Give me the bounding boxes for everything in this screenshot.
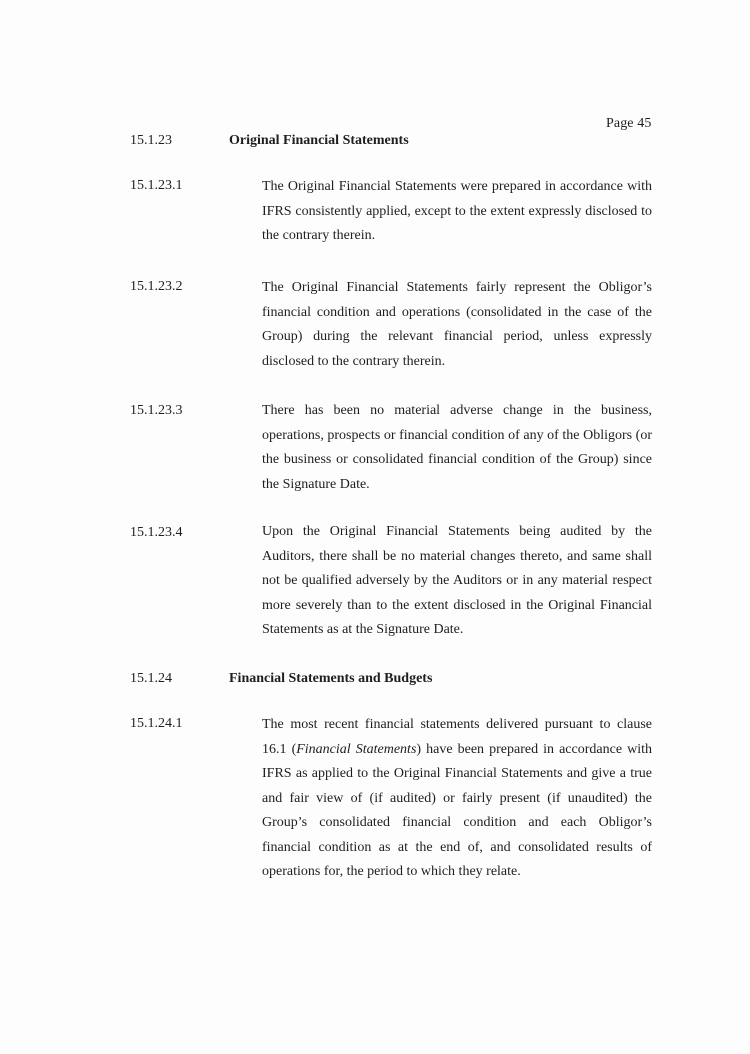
clause-text xyxy=(262,713,652,885)
clause-text-part: ) have been prepared in accordance with IFRS as applied to the Original Financial Statements and give a true and fair view of (if audited) or fairly present (if unaudited) the Group’s consolidated financial condition and each Obligor’s financial condition as at the end of, and consolidated results of operations for, the period to which they relate. xyxy=(262,741,652,879)
clause-text: The Original Financial Statements were prepared in accordance with IFRS consistently applied, except to the extent expressly disclosed to the contrary therein. xyxy=(262,179,652,243)
clause-text-part: The most recent financial statements delivered pursuant to clause 16.1 ( xyxy=(262,717,652,757)
clause-number: 15.1.23.3 xyxy=(130,403,183,418)
clause-number: 15.1.23.4 xyxy=(130,525,183,540)
clause-number: 15.1.23.2 xyxy=(130,279,183,294)
section-heading: Original Financial Statements xyxy=(229,133,409,148)
section-heading: Financial Statements and Budgets xyxy=(229,671,433,686)
clause-text: There has been no material adverse change in the business, operations, prospects or financial condition of any of the Obligors (or the business or consolidated financial condition of the Group) since the Signature Date. xyxy=(262,403,652,492)
section-number: 15.1.23 xyxy=(130,133,172,148)
clause-text: Upon the Original Financial Statements being audited by the Auditors, there shall be no material changes thereto, and same shall not be qualified adversely by the Auditors or in any material respect more severely than to the extent disclosed in the Original Financial Statements as at the Signature Date. xyxy=(262,524,652,637)
clause-reference-italic: Financial Statements xyxy=(296,741,417,757)
clause-number: 15.1.24.1 xyxy=(130,716,183,731)
section-number: 15.1.24 xyxy=(130,671,172,686)
clause-text: The Original Financial Statements fairly represent the Obligor’s financial condition and operations (consolidated in the case of the Group) during the relevant financial period, unless expressly disclosed to the contrary therein. xyxy=(262,280,652,369)
page-number: Page 45 xyxy=(606,116,652,131)
clause-number: 15.1.23.1 xyxy=(130,178,183,193)
